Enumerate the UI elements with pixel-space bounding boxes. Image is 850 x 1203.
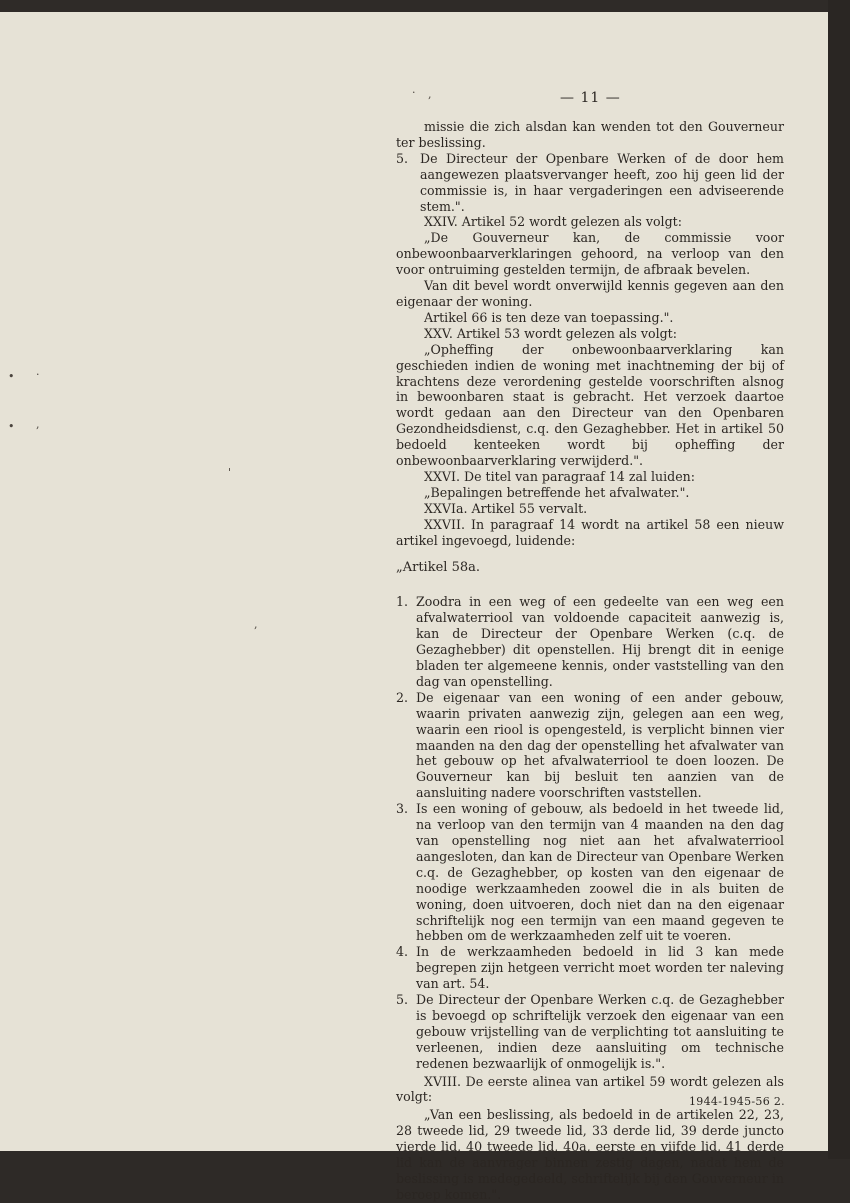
item-text: In de werkzaamheden bedoeld in lid 3 kan mede begrepen zijn hetgeen verricht moet worden ter naleving van art. 54. xyxy=(416,944,784,992)
paragraph: XXV. Artikel 53 wordt gelezen als volgt: xyxy=(424,325,677,341)
item-text: De Directeur der Openbare Werken of de door hem aangewezen plaatsvervanger heeft, zoo hij geen lid der commissie is, in haar vergaderingen een adviseerende stem.". xyxy=(420,150,784,214)
document-page: · , • · • , ' , — 11 — missie die zich alsdan kan wenden tot den Gouverneur ter beslissing. 5. De Directeur der Openbare Werken of de door hem aangewezen plaatsvervanger heeft, zoo hij geen lid der commissie is, in haar vergaderingen een adviseerende stem.". XXIV. Artikel 52 wordt gelezen als volgt: „De Gouverneur kan, de commissie voor onbewoonbaarverklaringen gehoord, na verloop van den voor ontruiming gestelden termijn, de afbraak bevelen. Van dit bevel wordt onverwijld kennis gegeven aan den eigenaar der woning. Artikel 66 is ten deze van toepassing.". XXV. Artikel 53 wordt gelezen als volgt: „Opheffing der onbewoonbaarverklaring kan geschieden indien de woning met inachtneming der bij of krachtens deze verordening gestelde voorschriften alsnog in bewoonbaren staat is gebracht. Het verzoek daartoe wordt gedaan aan den Directeur van den Openbaren Gezondheidsdienst, c.q. den Gezaghebber. Het in artikel 50 bedoeld kenteeken wordt bij opheffing der onbewoonbaarverklaring verwijderd.". XXVI. De titel van paragraaf 14 zal luiden: „Bepalingen betreffende het afvalwater.". XXVIa. Artikel 55 vervalt. XXVII. In paragraaf 14 wordt na artikel 58 een nieuw artikel ingevoegd, luidende: „Artikel 58a. 1. Zoodra in een weg of een gedeelte van een weg een afvalwaterriool van voldoende capaciteit aanwezig is, kan de Directeur der Openbare Werken (c.q. de Gezaghebber) dit openstellen. Hij brengt dit in eenige bladen ter algemeene kennis, onder vaststelling van den dag van openstelling. 2. De eigenaar van een woning of een ander gebouw, waarin privaten aanwezig zijn, gelegen aan een weg, waarin een riool is opengesteld, is verplicht binnen vier maanden na den dag der openstelling het afvalwater van het gebouw op het afvalwaterriool te doen loozen. De Gouverneur kan bij besluit ten aanzien van de aansluiting nadere voorschriften vaststellen. 3. Is een woning of gebouw, als bedoeld in het tweede lid, na verloop van den termijn van 4 maanden na den dag van openstelling nog niet aan het afvalwaterriool aangesloten, dan kan de Directeur van Openbare Werken c.q. de Gezaghebber, op kosten van den eigenaar de noodige werkzaamheden zoowel die in als buiten de woning, doen uitvoeren, doch niet dan na den eigenaar schriftelijk nog een termijn van een maand gegeven te hebben om de werkzaamheden zelf uit te voeren. 4. In de werkzaamheden bedoeld in lid 3 kan mede begrepen zijn hetgeen verricht moet worden ter naleving van art. 54. 5. De Directeur der Openbare Werken c.q. de Gezaghebber is bevoegd op schriftelijk verzoek den eigenaar van een gebouw vrijstelling van de verplichting tot aansluiting te verleenen, indien deze aansluiting om technische redenen bezwaarlijk of onmogelijk is.". XVIII. De eerste alinea van artikel 59 wordt gelezen als volgt: „Van een beslissing, als bedoeld in de artikelen 22, 23, 28 tweede lid, 29 tweede lid, 33 derde lid, 39 derde juncto vierde lid, 40 tweede lid, 40a, eerste en vijfde lid, 41 derde lid kan de aanvrager binnen zestig dagen, nadat hem de beslissing is medegedeeld, schriftelijk bij den Gouverneur in beroep komen.". 1944-1945-56 2. xyxy=(0,12,828,1151)
paragraph: XXVIa. Artikel 55 vervalt. xyxy=(424,500,588,516)
numbered-item xyxy=(396,992,784,1072)
scan-top-edge xyxy=(0,0,850,12)
paragraph: XVIII. De eerste alinea van artikel 59 wordt gelezen als volgt: xyxy=(396,1073,784,1105)
item-text: Is een woning of gebouw, als bedoeld in het tweede lid, na verloop van den termijn van 4 maanden na den dag van openstelling nog niet aan het afvalwaterriool aangesloten, dan kan de Directeur van Openbare Werken c.q. de Gezaghebber, op kosten van den eigenaar de noodige werkzaamheden zoowel die in als buiten de woning, doen uitvoeren, doch niet dan na den eigenaar schriftelijk nog een termijn van een maand gegeven te hebben om de werkzaamheden zelf uit te voeren. xyxy=(416,801,784,944)
item-text: Zoodra in een weg of een gedeelte van een weg een afvalwaterriool van voldoende capaciteit aanwezig is, kan de Directeur der Openbare Werken (c.q. de Gezaghebber) dit openstellen. Hij brengt dit in eenige bladen ter algemeene kennis, onder vaststelling van den dag van openstelling. xyxy=(416,594,784,689)
page-number: — 11 — xyxy=(560,90,621,106)
item-number: 1. xyxy=(396,594,409,610)
item-number: 5. xyxy=(396,150,409,166)
paragraph: „Van een beslissing, als bedoeld in de artikelen 22, 23, 28 tweede lid, 29 tweede lid, 33 derde lid, 39 derde juncto vierde lid, 40 tweede lid, 40a, eerste en vijfde lid, 41 derde lid kan de aanvrager binnen zestig dagen, nadat hem de beslissing is medegedeeld, schriftelijk bij den Gouverneur in beroep komen.". xyxy=(396,1107,784,1202)
paragraph: XXIV. Artikel 52 wordt gelezen als volgt: xyxy=(424,214,682,230)
item-text: De Directeur der Openbare Werken c.q. de Gezaghebber is bevoegd op schriftelijk verzoek den eigenaar van een gebouw vrijstelling van de verplichting tot aansluiting te verleenen, indien deze aansluiting om technische redenen bezwaarlijk of onmogelijk is.". xyxy=(416,992,784,1071)
paragraph: „Bepalingen betreffende het afvalwater.". xyxy=(424,484,690,500)
item-number: 4. xyxy=(396,944,409,960)
numbered-item xyxy=(396,690,784,801)
article-heading: „Artikel 58a. xyxy=(396,560,481,576)
paragraph: „Opheffing der onbewoonbaarverklaring kan geschieden indien de woning met inachtneming der bij of krachtens deze verordening gestelde voorschriften alsnog in bewoonbaren staat is gebracht. Het verzoek daartoe wordt gedaan aan den Directeur van den Openbaren Gezondheidsdienst, c.q. den Gezaghebber. Het in artikel 50 bedoeld kenteeken wordt bij opheffing der onbewoonbaarverklaring verwijderd.". xyxy=(396,341,784,469)
numbered-item xyxy=(396,151,784,215)
scan-right-edge xyxy=(828,0,850,1159)
paragraph: Van dit bevel wordt onverwijld kennis gegeven aan den eigenaar der woning. xyxy=(396,278,784,309)
numbered-item xyxy=(396,944,784,992)
paragraph: XXVI. De titel van paragraaf 14 zal luiden: xyxy=(424,468,696,484)
numbered-item xyxy=(396,594,784,689)
item-number: 5. xyxy=(396,992,409,1008)
footer-code: 1944-1945-56 2. xyxy=(689,1095,785,1108)
document-body xyxy=(396,119,784,1203)
item-text: De eigenaar van een woning of een ander gebouw, waarin privaten aanwezig zijn, gelegen aan een weg, waarin een riool is opengesteld, is verplicht binnen vier maanden na den dag der openstelling het afvalwater van het gebouw op het afvalwaterriool te doen loozen. De Gouverneur kan bij besluit ten aanzien van de aansluiting nadere voorschriften vaststellen. xyxy=(416,689,784,801)
paragraph: „De Gouverneur kan, de commissie voor onbewoonbaarverklaringen gehoord, na verloop van den voor ontruiming gestelden termijn, de afbraak bevelen. xyxy=(396,230,784,278)
numbered-item xyxy=(396,801,784,944)
paragraph: Artikel 66 is ten deze van toepassing.". xyxy=(424,309,674,325)
item-number: 3. xyxy=(396,801,409,817)
paragraph: XXVII. In paragraaf 14 wordt na artikel 58 een nieuw artikel ingevoegd, luidende: xyxy=(396,516,784,548)
item-number: 2. xyxy=(396,689,409,705)
paragraph: missie die zich alsdan kan wenden tot den Gouverneur ter beslissing. xyxy=(396,119,784,150)
